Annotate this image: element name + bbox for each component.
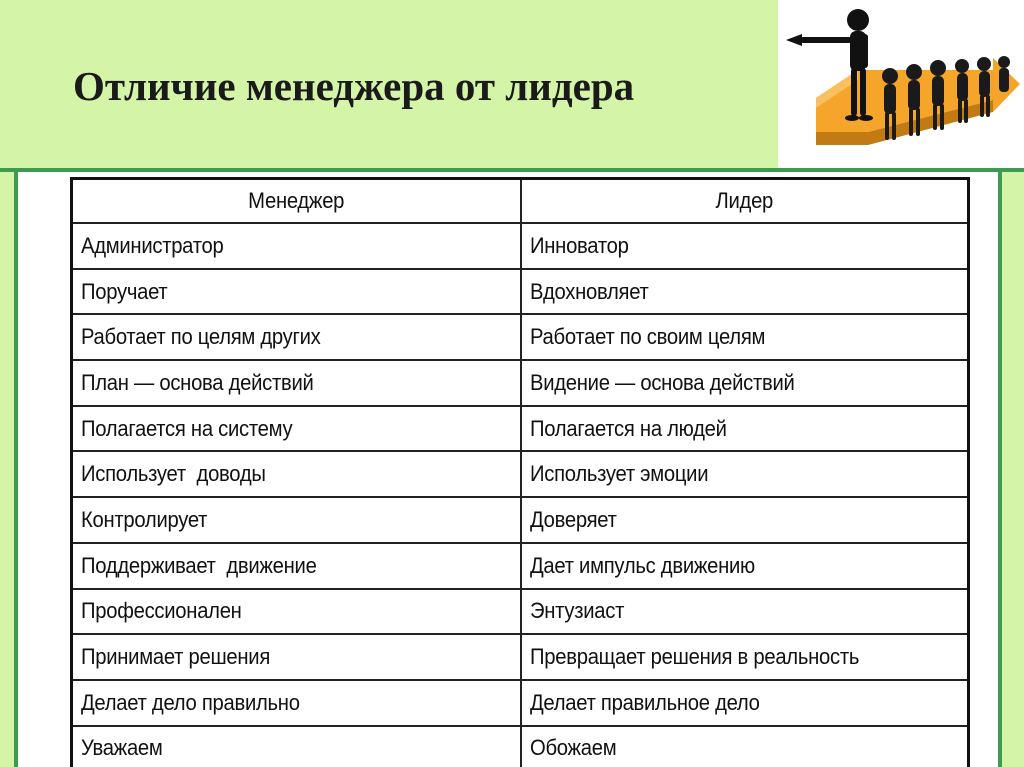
cell-text: Принимает решения bbox=[81, 644, 271, 670]
manager-cell bbox=[73, 727, 520, 767]
frame-left-line bbox=[14, 172, 18, 767]
cell-text: Полагается на систему bbox=[81, 415, 293, 441]
cell-text: Работает по целям других bbox=[81, 324, 321, 350]
cell-text: План — основа действий bbox=[81, 369, 314, 395]
manager-cell bbox=[73, 361, 520, 405]
manager-cell bbox=[73, 270, 520, 314]
manager-cell bbox=[73, 407, 520, 451]
cell-text: Доверяет bbox=[530, 506, 617, 532]
frame-right-line bbox=[998, 172, 1002, 767]
table-row bbox=[73, 725, 967, 767]
frame-right bbox=[1002, 172, 1024, 767]
leader-cell bbox=[520, 452, 967, 496]
table-row bbox=[73, 542, 967, 588]
leader-cell bbox=[520, 727, 967, 767]
cell-text: Использует эмоции bbox=[530, 461, 709, 487]
table-row bbox=[73, 450, 967, 496]
leader-cell bbox=[520, 315, 967, 359]
cell-text: Работает по своим целям bbox=[530, 324, 766, 350]
frame-left bbox=[0, 172, 14, 767]
manager-cell bbox=[73, 635, 520, 679]
manager-cell bbox=[73, 315, 520, 359]
leader-cell bbox=[520, 590, 967, 634]
cell-text: Поручает bbox=[81, 278, 168, 304]
cell-text: Контролирует bbox=[81, 506, 208, 532]
cell-text: Видение — основа действий bbox=[530, 369, 795, 395]
cell-text: Дает импульс движению bbox=[530, 552, 755, 578]
cell-text: Делает дело правильно bbox=[81, 689, 300, 715]
leader-cell bbox=[520, 270, 967, 314]
manager-cell bbox=[73, 452, 520, 496]
cell-text: Профессионален bbox=[81, 598, 242, 624]
table-row bbox=[73, 359, 967, 405]
cell-text: Превращает решения в реальность bbox=[530, 644, 860, 670]
leader-with-followers-on-arrow-icon bbox=[778, 0, 1024, 168]
page-title: Отличие менеджера от лидера bbox=[73, 63, 635, 109]
header-divider bbox=[0, 168, 1024, 172]
cell-text: Администратор bbox=[81, 232, 224, 258]
table-row bbox=[73, 405, 967, 451]
table-row bbox=[73, 633, 967, 679]
table-row bbox=[73, 679, 967, 725]
table-row bbox=[73, 313, 967, 359]
manager-cell bbox=[73, 224, 520, 268]
leader-cell bbox=[520, 361, 967, 405]
manager-cell bbox=[73, 681, 520, 725]
cell-text: Инноватор bbox=[530, 232, 629, 258]
header-manager bbox=[73, 180, 520, 222]
table-row bbox=[73, 496, 967, 542]
header-manager-label: Менеджер bbox=[248, 188, 345, 213]
table-row bbox=[73, 268, 967, 314]
leader-cell bbox=[520, 407, 967, 451]
cell-text: Полагается на людей bbox=[530, 415, 727, 441]
header-leader-label: Лидер bbox=[715, 188, 774, 213]
cell-text: Обожаем bbox=[530, 735, 617, 761]
manager-cell bbox=[73, 498, 520, 542]
cell-text: Делает правильное дело bbox=[530, 689, 760, 715]
table-row bbox=[73, 588, 967, 634]
table-row bbox=[73, 222, 967, 268]
cell-text: Поддерживает движение bbox=[81, 552, 317, 578]
cell-text: Уважаем bbox=[81, 735, 163, 761]
leader-cell bbox=[520, 498, 967, 542]
leader-cell bbox=[520, 544, 967, 588]
table-header-row bbox=[73, 180, 967, 222]
leader-cell bbox=[520, 224, 967, 268]
leader-cell bbox=[520, 681, 967, 725]
header-leader bbox=[520, 180, 967, 222]
manager-cell bbox=[73, 590, 520, 634]
manager-cell bbox=[73, 544, 520, 588]
cell-text: Использует доводы bbox=[81, 461, 266, 487]
leader-cell bbox=[520, 635, 967, 679]
cell-text: Вдохновляет bbox=[530, 278, 649, 304]
cell-text: Энтузиаст bbox=[530, 598, 625, 624]
comparison-table bbox=[70, 177, 970, 767]
